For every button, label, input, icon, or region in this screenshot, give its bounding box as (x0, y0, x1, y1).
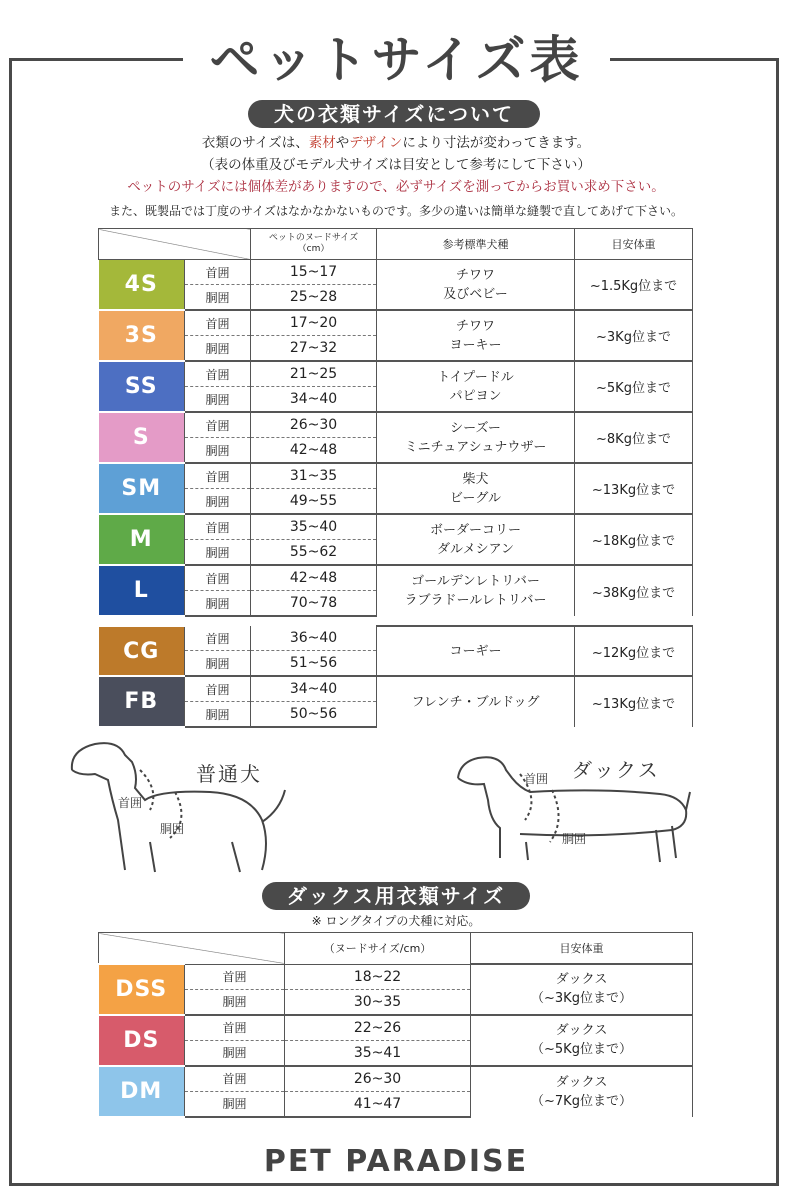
table-header (99, 229, 693, 260)
neck-measure: 36~40 (251, 626, 377, 651)
neck-label: 首囲 (185, 964, 285, 989)
header-weight: 目安体重 (471, 933, 693, 965)
breed-line-2: パピヨン (449, 388, 502, 404)
size-badge: DS (99, 1015, 185, 1066)
header-weight: 目安体重 (575, 229, 693, 260)
section-heading-dog-clothes: 犬の衣類サイズについて (248, 100, 540, 128)
size-badge: 3S (99, 310, 185, 361)
breed-line-2: ラブラドールレトリバー (404, 593, 547, 608)
body-label: 胴囲 (185, 387, 251, 413)
weight-cell: ~3Kg位まで (575, 310, 693, 361)
breed-cell (377, 565, 575, 616)
weight-cell: ~38Kg位まで (575, 565, 693, 616)
body-label: 胴囲 (185, 651, 251, 677)
neck-label: 首囲 (185, 412, 251, 438)
breed-cell (377, 514, 575, 565)
body-label: 胴囲 (185, 702, 251, 728)
neck-measure: 17~20 (251, 310, 377, 336)
breed-cell (377, 260, 575, 311)
note-text: 衣類のサイズは、 (201, 135, 309, 151)
header-corner (99, 229, 251, 260)
table-row (99, 514, 693, 540)
breed-line-1: ボーダーコリー (429, 522, 521, 538)
table-row (99, 1066, 693, 1092)
note-text: により寸法が変わってきます。 (402, 135, 591, 151)
size-badge: CG (99, 626, 185, 676)
size-badge: DM (99, 1066, 185, 1117)
body-label: 胴囲 (185, 989, 285, 1015)
notes (0, 132, 792, 198)
breed-line-2: ビーグル (449, 490, 502, 506)
breed-line-1: チワワ (455, 267, 495, 283)
breed-line-1: シーズー (450, 420, 501, 436)
weight-cell: ~13Kg位まで (575, 676, 693, 727)
dachs-label: ダックス (572, 758, 660, 782)
note-highlight-design: デザイン (349, 135, 403, 151)
weight-cell (471, 1015, 693, 1066)
neck-label: 首囲 (185, 514, 251, 540)
weight-line-1: ダックス (555, 972, 608, 988)
neck-label: 首囲 (185, 1015, 285, 1041)
note-text: や (335, 135, 350, 151)
weight-cell: ~5Kg位まで (575, 361, 693, 412)
breed-line-1: チワワ (455, 318, 495, 334)
neck-measure: 26~30 (251, 412, 377, 438)
breed-line-1: コーギー (449, 643, 502, 659)
table-row (99, 260, 693, 285)
neck-measure: 15~17 (251, 260, 377, 285)
size-badge: SS (99, 361, 185, 412)
neck-measure: 18~22 (285, 964, 471, 989)
neck-label: 首囲 (185, 1066, 285, 1092)
breed-cell (377, 310, 575, 361)
body-measure: 30~35 (285, 989, 471, 1015)
weight-cell: ~12Kg位まで (575, 626, 693, 676)
body-measure: 27~32 (251, 336, 377, 362)
table-row (99, 361, 693, 387)
breed-cell (377, 676, 575, 727)
neck-measure: 34~40 (251, 676, 377, 702)
normal-dog-label: 普通犬 (196, 762, 262, 786)
body-measure: 35~41 (285, 1040, 471, 1066)
table-row (99, 964, 693, 989)
size-table-dachs (98, 932, 693, 1118)
body-measure: 25~28 (251, 285, 377, 311)
size-badge: SM (99, 463, 185, 514)
normal-dog-neck-label: 首囲 (118, 796, 143, 810)
normal-dog-body-label: 胴囲 (160, 822, 185, 836)
gap-cell (99, 616, 693, 626)
breed-line-1: トイプードル (437, 369, 514, 385)
body-measure: 41~47 (285, 1091, 471, 1117)
weight-cell: ~8Kg位まで (575, 412, 693, 463)
body-measure: 34~40 (251, 387, 377, 413)
dachs-body-label: 胴囲 (562, 832, 587, 846)
table-row (99, 310, 693, 336)
table-row (99, 1015, 693, 1041)
body-label: 胴囲 (185, 540, 251, 566)
table-row (99, 412, 693, 438)
header-measure-label: ペットのヌードサイズ (268, 233, 359, 243)
table-row (99, 565, 693, 591)
neck-label: 首囲 (185, 310, 251, 336)
breed-cell (377, 463, 575, 514)
size-badge: 4S (99, 260, 185, 311)
body-label: 胴囲 (185, 591, 251, 617)
size-table-dogs (98, 228, 693, 728)
table-row (99, 626, 693, 651)
body-label: 胴囲 (185, 438, 251, 464)
body-measure: 70~78 (251, 591, 377, 617)
page-title: ペットサイズ表 (209, 31, 584, 89)
dachs-neck-label: 首囲 (524, 772, 549, 786)
breed-cell (377, 361, 575, 412)
body-measure: 51~56 (251, 651, 377, 677)
body-label: 胴囲 (185, 336, 251, 362)
dog-illustrations (0, 730, 792, 880)
neck-label: 首囲 (185, 676, 251, 702)
size-badge: FB (99, 676, 185, 727)
table-header (99, 933, 693, 965)
neck-measure: 21~25 (251, 361, 377, 387)
header-measure (251, 229, 377, 260)
breed-line-1: フレンチ・ブルドッグ (411, 694, 540, 710)
body-label: 胴囲 (185, 285, 251, 311)
header-measure-unit: （cm） (297, 244, 330, 254)
section-heading-dachs-clothes: ダックス用衣類サイズ (262, 882, 530, 910)
neck-label: 首囲 (185, 463, 251, 489)
breed-line-2: 及びベビー (443, 286, 508, 302)
body-label: 胴囲 (185, 1040, 285, 1066)
size-badge: L (99, 565, 185, 616)
weight-cell: ~13Kg位まで (575, 463, 693, 514)
breed-line-2: ダルメシアン (436, 541, 515, 557)
neck-label: 首囲 (185, 565, 251, 591)
weight-line-2: （~5Kg位まで） (531, 1042, 632, 1057)
weight-line-1: ダックス (555, 1023, 608, 1038)
dachs-note: ※ ロングタイプの犬種に対応。 (311, 914, 481, 928)
size-badge: DSS (99, 964, 185, 1015)
body-label: 胴囲 (185, 1091, 285, 1117)
breed-line-2: ミニチュアシュナウザー (404, 439, 547, 455)
weight-line-2: （~7Kg位まで） (531, 1093, 632, 1109)
breed-line-1: 柴犬 (462, 471, 489, 487)
weight-cell: ~18Kg位まで (575, 514, 693, 565)
weight-line-1: ダックス (555, 1074, 608, 1090)
breed-cell (377, 626, 575, 676)
weight-cell (471, 1066, 693, 1117)
note-material (0, 132, 792, 154)
table-row (99, 463, 693, 489)
neck-measure: 35~40 (251, 514, 377, 540)
weight-cell: ~1.5Kg位まで (575, 260, 693, 311)
header-breed: 参考標準犬種 (377, 229, 575, 260)
neck-label: 首囲 (185, 361, 251, 387)
breed-cell (377, 412, 575, 463)
table-row (99, 676, 693, 702)
neck-measure: 22~26 (285, 1015, 471, 1041)
body-measure: 55~62 (251, 540, 377, 566)
weight-cell (471, 964, 693, 1015)
brand-logo: PET PARADISE (263, 1144, 529, 1179)
body-measure: 49~55 (251, 489, 377, 515)
neck-label: 首囲 (185, 626, 251, 651)
neck-label: 首囲 (185, 260, 251, 285)
size-badge: S (99, 412, 185, 463)
weight-line-2: （~3Kg位まで） (531, 991, 632, 1007)
size-badge: M (99, 514, 185, 565)
note-warning: ペットのサイズには個体差がありますので、必ずサイズを測ってからお買い求め下さい。 (127, 179, 665, 195)
breed-line-2: ヨーキー (449, 337, 502, 353)
neck-measure: 26~30 (285, 1066, 471, 1092)
body-measure: 42~48 (251, 438, 377, 464)
table-gap (99, 616, 693, 626)
note-alteration: また、既製品では丁度のサイズはなかなかないものです。多少の違いは簡単な縫製で直してあげて下さい。 (108, 204, 684, 218)
neck-measure: 31~35 (251, 463, 377, 489)
body-label: 胴囲 (185, 489, 251, 515)
header-corner (99, 933, 285, 965)
neck-measure: 42~48 (251, 565, 377, 591)
body-measure: 50~56 (251, 702, 377, 728)
header-measure: （ヌードサイズ/cm） (285, 933, 471, 965)
note-reference: （表の体重及びモデル犬サイズは目安として参考にして下さい） (201, 157, 591, 173)
breed-line-1: ゴールデンレトリバー (411, 574, 540, 589)
note-highlight-material: 素材 (308, 135, 336, 151)
